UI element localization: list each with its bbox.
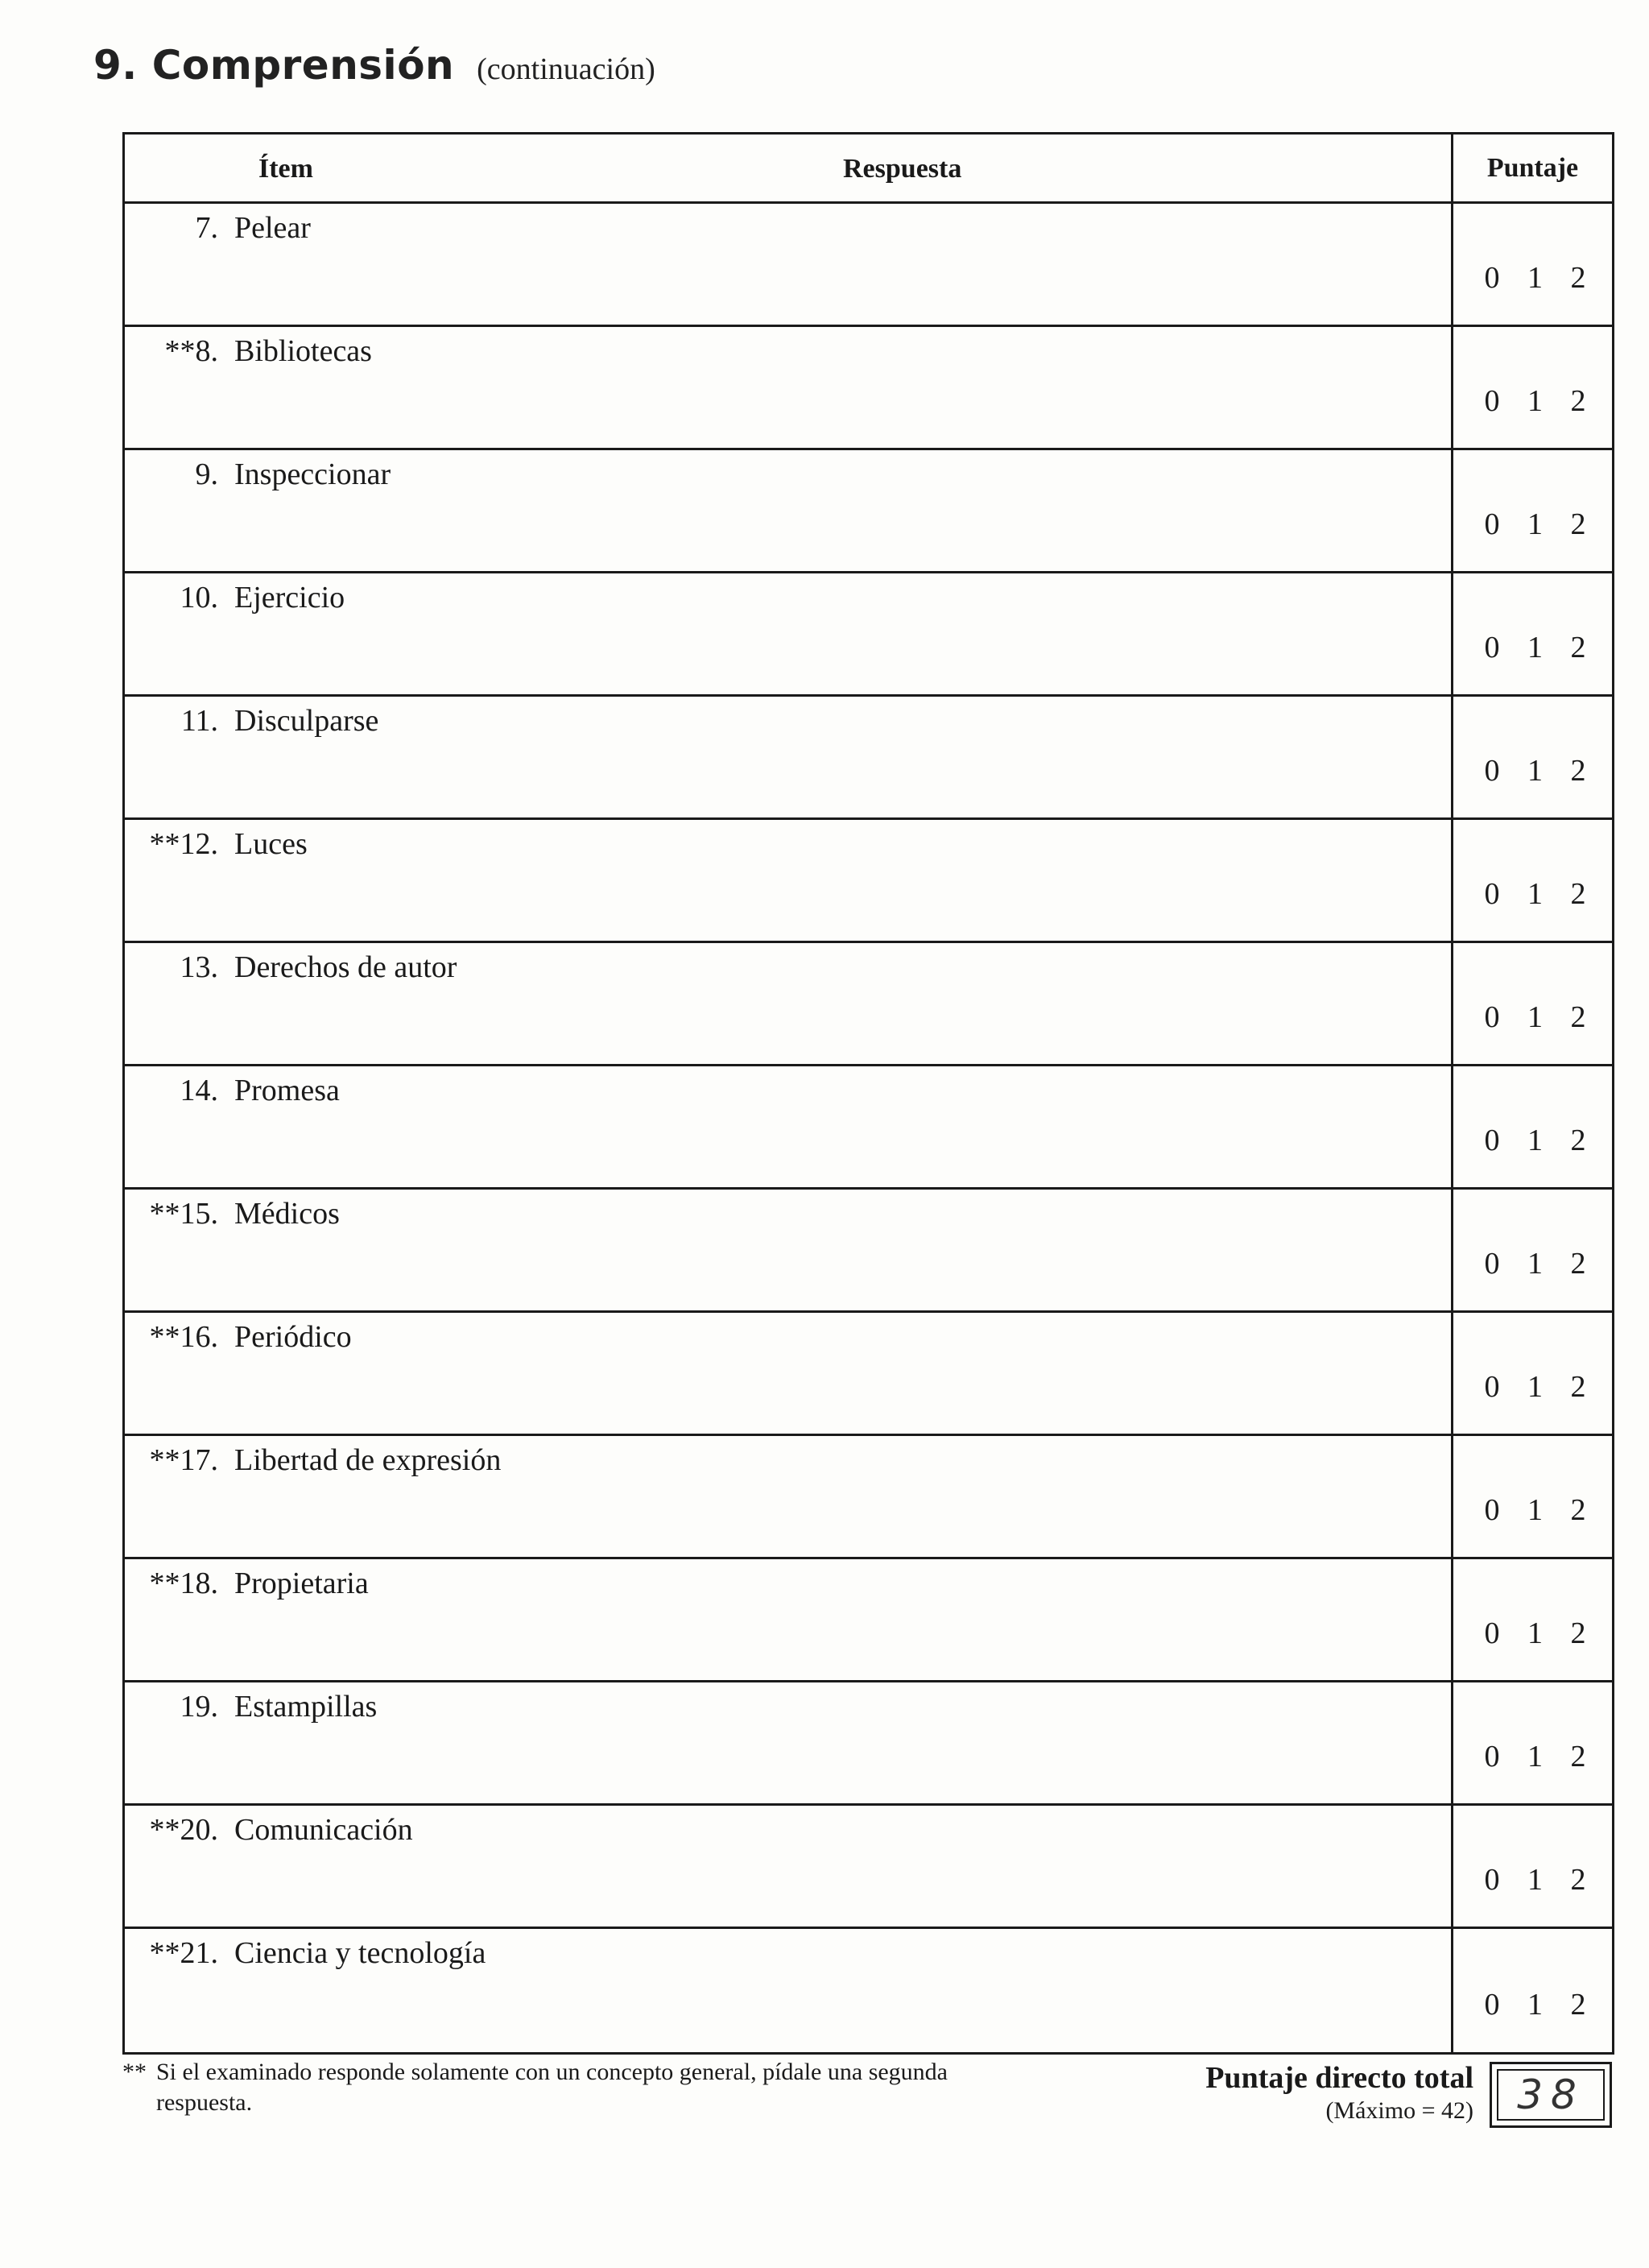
score-option-1[interactable]: 1 <box>1527 631 1543 664</box>
item-text: Bibliotecas <box>234 334 372 368</box>
score-option-0[interactable]: 0 <box>1484 1493 1500 1527</box>
score-option-2[interactable]: 2 <box>1570 631 1586 664</box>
score-options <box>1453 573 1612 694</box>
score-option-0[interactable]: 0 <box>1484 384 1500 418</box>
response-table <box>122 132 1614 2055</box>
score-options <box>1453 1190 1612 1310</box>
table-row <box>125 1436 1612 1559</box>
score-option-1[interactable]: 1 <box>1527 1124 1543 1157</box>
score-option-0[interactable]: 0 <box>1484 1863 1500 1897</box>
item-number: **18. <box>149 1566 218 1600</box>
table-row <box>125 1066 1612 1190</box>
item-label <box>125 1935 486 1971</box>
table-row <box>125 573 1612 697</box>
footnote-text: Si el examinado responde solamente con un concepto general, pídale una segunda respuesta. <box>156 2059 948 2116</box>
item-text: Luces <box>234 827 308 861</box>
table-row <box>125 820 1612 943</box>
score-option-1[interactable]: 1 <box>1527 1616 1543 1650</box>
section-subtitle: (continuación) <box>477 52 655 86</box>
item-label <box>125 580 345 615</box>
score-options <box>1453 327 1612 448</box>
total-score-max: (Máximo = 42) <box>1325 2097 1473 2124</box>
response-cell[interactable] <box>125 1436 1453 1557</box>
score-option-0[interactable]: 0 <box>1484 507 1500 541</box>
item-number: **21. <box>149 1936 218 1970</box>
item-text: Estampillas <box>234 1690 378 1724</box>
item-text: Ejercicio <box>234 581 345 615</box>
item-text: Pelear <box>234 211 311 245</box>
score-option-2[interactable]: 2 <box>1570 1247 1586 1281</box>
score-option-0[interactable]: 0 <box>1484 1000 1500 1034</box>
score-option-2[interactable]: 2 <box>1570 1000 1586 1034</box>
score-option-1[interactable]: 1 <box>1527 261 1543 295</box>
item-label <box>125 703 378 739</box>
score-option-2[interactable]: 2 <box>1570 1740 1586 1773</box>
item-label <box>125 333 372 369</box>
response-cell[interactable] <box>125 1806 1453 1927</box>
response-cell[interactable] <box>125 450 1453 571</box>
score-option-0[interactable]: 0 <box>1484 1616 1500 1650</box>
score-option-1[interactable]: 1 <box>1527 1000 1543 1034</box>
total-score-block <box>1205 2060 1473 2125</box>
item-number: **17. <box>149 1443 218 1477</box>
response-cell[interactable] <box>125 1929 1453 2052</box>
score-option-2[interactable]: 2 <box>1570 1987 1586 2022</box>
item-label <box>125 1319 352 1355</box>
column-header-response: Respuesta <box>843 154 962 184</box>
table-row <box>125 1313 1612 1436</box>
score-option-1[interactable]: 1 <box>1527 1370 1543 1404</box>
footnote-mark: ** <box>122 2059 147 2085</box>
table-row <box>125 697 1612 820</box>
score-options <box>1453 1313 1612 1434</box>
column-header-item: Ítem <box>258 154 313 184</box>
table-header-main <box>125 135 1453 201</box>
response-cell[interactable] <box>125 1190 1453 1310</box>
section-title: 9. Comprensión <box>93 42 455 89</box>
item-label <box>125 950 457 985</box>
score-options <box>1453 204 1612 325</box>
page-header <box>93 42 655 89</box>
response-cell[interactable] <box>125 327 1453 448</box>
item-label <box>125 1812 413 1848</box>
score-option-1[interactable]: 1 <box>1527 507 1543 541</box>
score-option-0[interactable]: 0 <box>1484 1740 1500 1773</box>
score-option-2[interactable]: 2 <box>1570 1616 1586 1650</box>
item-number: 13. <box>180 950 218 984</box>
column-header-score <box>1453 135 1612 201</box>
item-label <box>125 457 391 492</box>
item-number: 14. <box>180 1074 218 1107</box>
item-text: Ciencia y tecnología <box>234 1936 486 1970</box>
table-row <box>125 1806 1612 1929</box>
score-option-1[interactable]: 1 <box>1527 1863 1543 1897</box>
item-label <box>125 826 308 862</box>
item-text: Inspeccionar <box>234 457 391 491</box>
item-label <box>125 1566 369 1601</box>
footnote <box>122 2057 961 2118</box>
score-option-0[interactable]: 0 <box>1484 1370 1500 1404</box>
score-option-0[interactable]: 0 <box>1484 877 1500 911</box>
item-text: Libertad de expresión <box>234 1443 502 1477</box>
response-cell[interactable] <box>125 204 1453 325</box>
item-number: 11. <box>180 704 218 738</box>
score-options <box>1453 1682 1612 1803</box>
item-number: **8. <box>164 334 218 368</box>
score-option-2[interactable]: 2 <box>1570 507 1586 541</box>
total-score-value[interactable]: 38 <box>1497 2069 1605 2121</box>
score-options <box>1453 943 1612 1064</box>
item-text: Derechos de autor <box>234 950 457 984</box>
item-label <box>125 1073 340 1108</box>
score-option-2[interactable]: 2 <box>1570 1370 1586 1404</box>
column-header-score-label: Puntaje <box>1486 152 1579 183</box>
score-option-0[interactable]: 0 <box>1484 631 1500 664</box>
item-number: 10. <box>180 581 218 615</box>
score-option-0[interactable]: 0 <box>1484 754 1500 788</box>
score-option-1[interactable]: 1 <box>1527 1987 1543 2022</box>
score-option-2[interactable]: 2 <box>1570 384 1586 418</box>
table-row <box>125 204 1612 327</box>
item-number: **20. <box>149 1813 218 1847</box>
item-label <box>125 1689 377 1724</box>
score-options <box>1453 1436 1612 1557</box>
score-option-1[interactable]: 1 <box>1527 877 1543 911</box>
score-option-2[interactable]: 2 <box>1570 877 1586 911</box>
item-number: 9. <box>195 457 218 491</box>
score-options <box>1453 1806 1612 1927</box>
score-option-2[interactable]: 2 <box>1570 1124 1586 1157</box>
score-option-1[interactable]: 1 <box>1527 754 1543 788</box>
item-number: **12. <box>149 827 218 861</box>
score-option-0[interactable]: 0 <box>1484 1247 1500 1281</box>
score-option-1[interactable]: 1 <box>1527 1493 1543 1527</box>
score-option-1[interactable]: 1 <box>1527 1247 1543 1281</box>
score-option-2[interactable]: 2 <box>1570 261 1586 295</box>
score-options <box>1453 450 1612 571</box>
response-cell[interactable] <box>125 1066 1453 1187</box>
score-option-0[interactable]: 0 <box>1484 1987 1500 2022</box>
score-options <box>1453 820 1612 941</box>
item-text: Comunicación <box>234 1813 413 1847</box>
table-header-row <box>125 135 1612 204</box>
table-row <box>125 327 1612 450</box>
score-options <box>1453 697 1612 817</box>
response-cell[interactable] <box>125 1313 1453 1434</box>
table-row <box>125 450 1612 573</box>
item-number: 19. <box>180 1690 218 1724</box>
item-label <box>125 1442 501 1478</box>
response-cell[interactable] <box>125 943 1453 1064</box>
response-cell[interactable] <box>125 573 1453 694</box>
response-cell[interactable] <box>125 820 1453 941</box>
score-options <box>1453 1066 1612 1187</box>
item-text: Médicos <box>234 1197 340 1231</box>
score-options <box>1453 1559 1612 1680</box>
item-number: **15. <box>149 1197 218 1231</box>
score-option-1[interactable]: 1 <box>1527 1740 1543 1773</box>
item-number: **16. <box>149 1320 218 1354</box>
score-option-2[interactable]: 2 <box>1570 754 1586 788</box>
score-options <box>1453 1929 1612 2052</box>
item-label <box>125 1196 340 1231</box>
score-option-0[interactable]: 0 <box>1484 1124 1500 1157</box>
item-text: Propietaria <box>234 1566 369 1600</box>
score-option-0[interactable]: 0 <box>1484 261 1500 295</box>
score-option-2[interactable]: 2 <box>1570 1493 1586 1527</box>
response-cell[interactable] <box>125 697 1453 817</box>
table-row <box>125 1929 1612 2052</box>
total-score-label: Puntaje directo total <box>1205 2061 1473 2095</box>
table-row <box>125 1190 1612 1313</box>
score-option-1[interactable]: 1 <box>1527 384 1543 418</box>
total-score-box[interactable] <box>1490 2062 1612 2128</box>
table-row <box>125 943 1612 1066</box>
score-option-2[interactable]: 2 <box>1570 1863 1586 1897</box>
response-cell[interactable] <box>125 1559 1453 1680</box>
item-text: Promesa <box>234 1074 340 1107</box>
item-text: Disculparse <box>234 704 379 738</box>
table-row <box>125 1682 1612 1806</box>
table-body <box>125 204 1612 2052</box>
item-label <box>125 210 311 246</box>
item-text: Periódico <box>234 1320 352 1354</box>
response-cell[interactable] <box>125 1682 1453 1803</box>
item-number: 7. <box>195 211 218 245</box>
table-row <box>125 1559 1612 1682</box>
